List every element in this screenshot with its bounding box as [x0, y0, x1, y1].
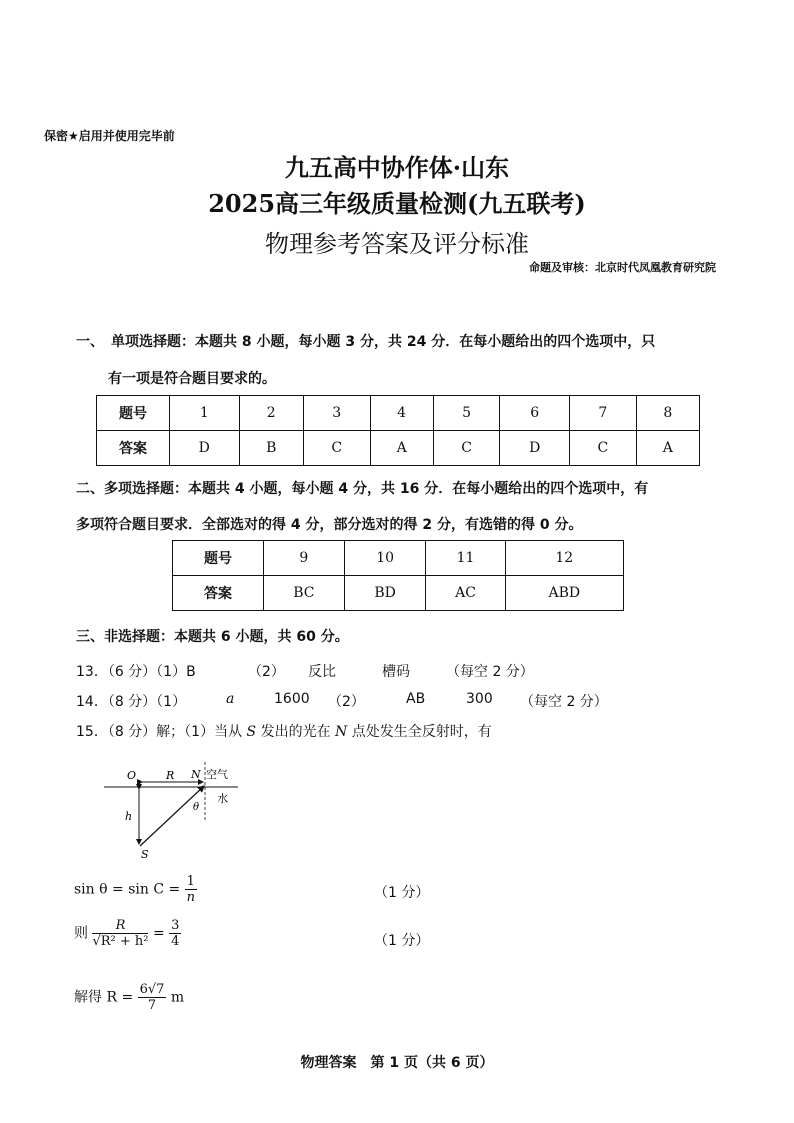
table-row [173, 576, 624, 611]
eq2-equals: = [152, 925, 170, 942]
q13-prefix: 13．（6 分）（1）B [76, 664, 196, 680]
section1-answer-table [96, 395, 700, 466]
eq2-fraction [92, 918, 148, 949]
label-o: O [127, 769, 137, 782]
eq2-result-denominator: 4 [171, 934, 180, 949]
table-cell: D [500, 431, 570, 466]
table-cell: 4 [370, 396, 433, 431]
secret-mark: 保密★启用并使用完毕前 [44, 129, 175, 143]
q13-note: （每空 2 分） [446, 664, 534, 680]
table-cell: AC [426, 576, 505, 611]
table-cell: 3 [303, 396, 370, 431]
q14-answer-2: 1600 [274, 691, 310, 707]
q14-note: （每空 2 分） [520, 694, 608, 710]
point-o [137, 780, 141, 784]
q15-intro-s: S [246, 724, 257, 740]
q15-intro [76, 721, 492, 741]
table-cell: 5 [433, 396, 500, 431]
q13-part2: （2） [248, 664, 285, 680]
table-header-a: 答案 [173, 576, 264, 611]
q15-intro-b: 发出的光在 [256, 724, 336, 740]
q14-answer-1: a [226, 691, 235, 707]
label-theta: θ [193, 802, 200, 813]
equation-2 [74, 918, 181, 949]
light-ray [140, 786, 204, 846]
table-cell: C [303, 431, 370, 466]
eq2-denominator: √R² + h² [92, 934, 149, 949]
eq2-result-fraction [169, 918, 181, 949]
equation-3 [74, 982, 184, 1013]
section2-answer-table [172, 540, 624, 611]
label-s: S [141, 848, 149, 861]
table-cell: ABD [505, 576, 623, 611]
section2-line2: 多项符合题目要求．全部选对的得 4 分，部分选对的得 2 分，有选错的得 0 分。 [76, 517, 583, 533]
table-cell: 10 [344, 541, 426, 576]
table-cell: A [636, 431, 699, 466]
table-row [97, 431, 700, 466]
eq2-numerator: R [92, 918, 148, 934]
q14-line [76, 691, 676, 711]
table-cell: 12 [505, 541, 623, 576]
q15-intro-c: 点处发生全反射时，有 [347, 724, 492, 740]
table-cell: 9 [264, 541, 345, 576]
author-note: 命题及审核：北京时代凤凰教育研究院 [529, 261, 716, 274]
q14-prefix: 14．（8 分）（1） [76, 694, 187, 710]
q13-answer-2: 槽码 [382, 664, 410, 680]
eq1-numerator: 1 [186, 874, 195, 889]
q13-answer-1: 反比 [308, 664, 336, 680]
eq1-score: （1 分） [374, 885, 430, 901]
section1-line1: 一、 单项选择题：本题共 8 小题，每小题 3 分，共 24 分．在每小题给出的四个选项中，只 [76, 334, 656, 350]
equation-1 [74, 874, 197, 905]
title-line-3: 物理参考答案及评分标准 [265, 230, 529, 258]
label-h: h [125, 810, 133, 823]
table-row [173, 541, 624, 576]
q15-intro-a: 15．（8 分）解；（1）当从 [76, 724, 247, 740]
label-water: 水 [217, 792, 228, 805]
label-n: N [191, 768, 201, 781]
table-cell: B [239, 431, 303, 466]
eq2-score: （1 分） [374, 933, 430, 949]
table-cell: BC [264, 576, 345, 611]
label-air: 空气 [206, 768, 228, 781]
eq2-result-numerator: 3 [171, 918, 180, 933]
table-cell: C [570, 431, 637, 466]
q14-answer-4: 300 [466, 691, 493, 707]
title-line-1: 九五高中协作体·山东 [284, 153, 510, 182]
table-header-q: 题号 [173, 541, 264, 576]
table-cell: 11 [426, 541, 505, 576]
table-cell: 1 [170, 396, 240, 431]
page-footer: 物理答案 第 1 页（共 6 页） [300, 1055, 494, 1071]
eq3-unit: m [170, 989, 185, 1006]
table-cell: 7 [570, 396, 637, 431]
q13-line [76, 661, 676, 681]
q15-intro-n: N [335, 724, 348, 740]
table-cell: C [433, 431, 500, 466]
section3-line1: 三、非选择题：本题共 6 小题，共 60 分。 [76, 629, 349, 645]
table-cell: 2 [239, 396, 303, 431]
label-r: R [166, 769, 175, 782]
table-cell: A [370, 431, 433, 466]
table-cell: D [170, 431, 240, 466]
eq1-fraction [185, 874, 197, 905]
table-cell: 6 [500, 396, 570, 431]
table-header-a: 答案 [97, 431, 170, 466]
eq1-denominator: n [186, 890, 195, 905]
eq3-fraction [138, 982, 167, 1013]
refraction-figure [100, 762, 250, 862]
eq2-prefix: 则 [74, 925, 88, 942]
title-line-2: 2025高三年级质量检测(九五联考) [208, 189, 586, 218]
table-cell: BD [344, 576, 426, 611]
table-row [97, 396, 700, 431]
eq1-lhs: sin θ = sin C = [74, 881, 185, 898]
q14-part2: （2） [328, 694, 365, 710]
eq3-numerator: 6√7 [139, 982, 165, 997]
eq3-prefix: 解得 R = [74, 989, 138, 1006]
q14-answer-3: AB [406, 691, 426, 707]
table-header-q: 题号 [97, 396, 170, 431]
eq3-denominator: 7 [147, 998, 157, 1013]
section1-line2: 有一项是符合题目要求的。 [108, 371, 276, 387]
table-cell: 8 [636, 396, 699, 431]
section2-line1: 二、多项选择题：本题共 4 小题，每小题 4 分，共 16 分．在每小题给出的四个选项中，有 [76, 481, 649, 497]
